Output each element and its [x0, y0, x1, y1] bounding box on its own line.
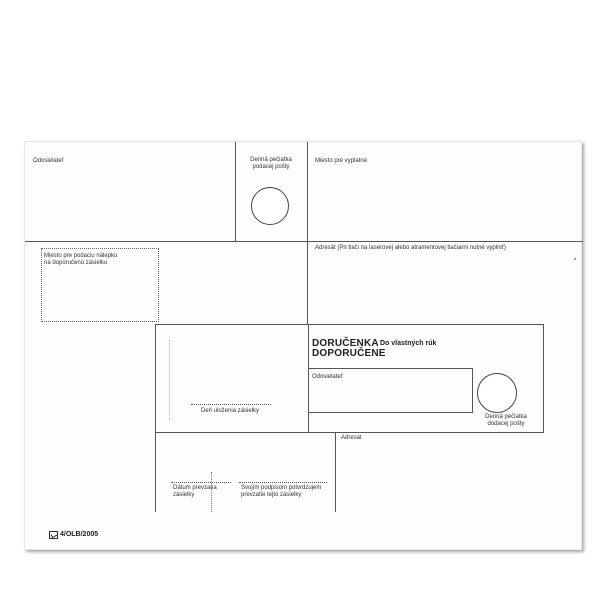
divider-top: [25, 241, 583, 242]
deposit-area-edge: [169, 340, 170, 420]
sender-box-right: [472, 368, 473, 413]
date-signature-separator: [211, 472, 212, 512]
post-stamp-label: Denná pečiatka podacej pošty: [250, 157, 292, 170]
form-code: 4/OLB/2005: [60, 531, 99, 538]
deposit-dotline: [191, 404, 271, 405]
divider-v2: [307, 142, 308, 324]
title-left-line: [308, 324, 309, 432]
delivery-stamp-label: Denná pečiatka dodacej pošty: [485, 414, 527, 427]
return-receipt-form: [24, 141, 582, 550]
sender-label: Odosielateľ: [33, 158, 64, 164]
payment-label: Miesto pre vyplatné: [315, 158, 368, 164]
sender-box-bottom: [308, 412, 473, 413]
signature-dotline: [239, 482, 327, 483]
inner-split-line: [335, 432, 336, 512]
inner-top-line: [155, 324, 543, 325]
card-title-line2: DOPORUČENE: [312, 348, 386, 359]
post-stamp-circle: [251, 187, 289, 225]
inner-right-line: [543, 324, 544, 432]
checkmark-logo-icon: [49, 531, 58, 539]
card-title-line1: DORUČENKA: [312, 338, 379, 349]
date-label: Dátum prevzatia zásielky: [173, 485, 217, 498]
card-addressee-label: Adresát: [341, 435, 362, 441]
inner-left-line: [155, 324, 156, 512]
addressee-top-label: Adresát (Pri tlači na laserovej alebo atramentovej tlačiarni nutné vyplniť): [315, 245, 507, 251]
date-dotline: [171, 482, 231, 483]
deposit-label: Deň uloženia zásielky: [201, 408, 260, 414]
sticker-label: Miesto pre podaciu nálepku na doporučenú zásielku: [44, 253, 118, 266]
signature-label: Svojím podpisom potvrdzujem prevzatie tejto zásielky: [241, 485, 322, 498]
delivery-stamp-circle: [477, 373, 517, 413]
card-subtitle: Do vlastných rúk: [380, 340, 437, 347]
card-sender-label: Odosielateľ: [312, 374, 343, 380]
inner-mid-line: [155, 432, 544, 433]
sender-box-top: [308, 368, 473, 369]
edge-mark: [574, 258, 576, 260]
